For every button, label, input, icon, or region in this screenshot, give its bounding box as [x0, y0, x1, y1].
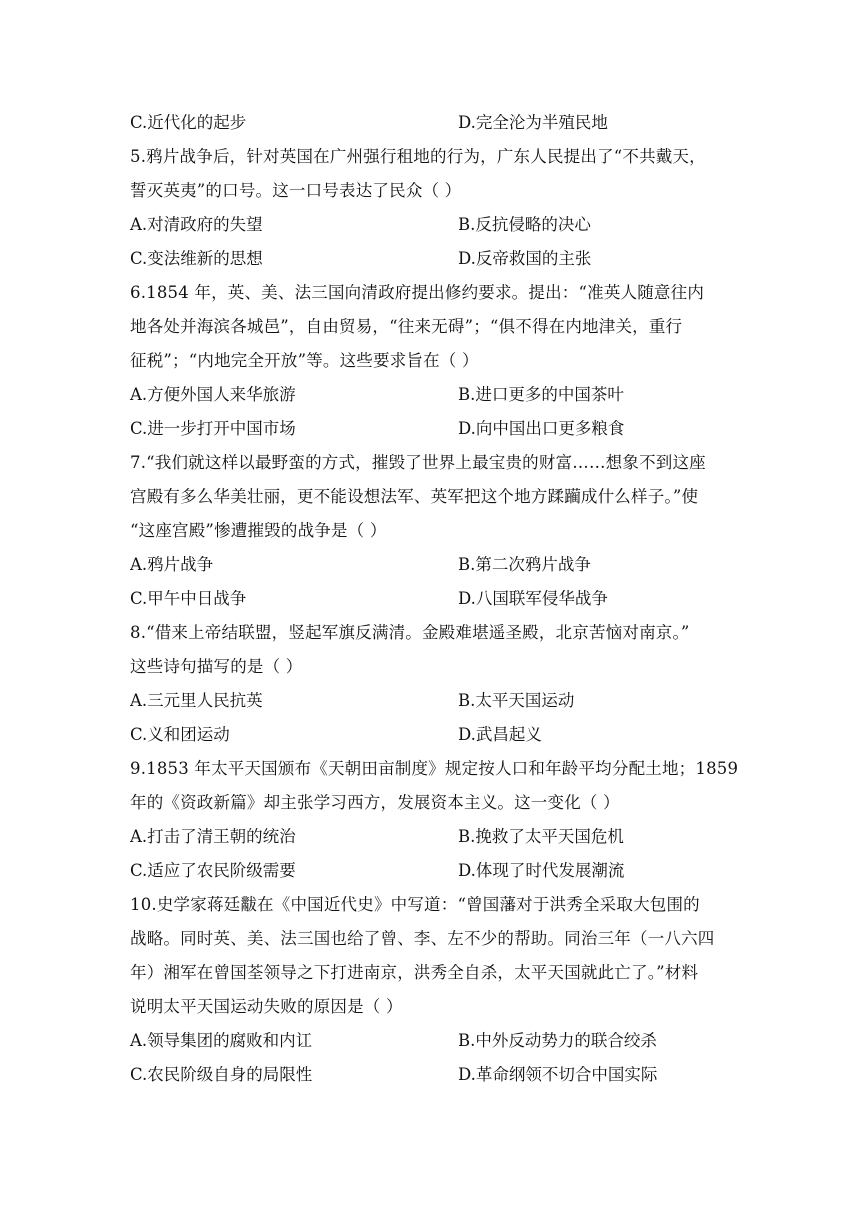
- question-5: [130, 140, 730, 276]
- option-row: [130, 582, 730, 616]
- option: C.农民阶级自身的局限性: [130, 1065, 313, 1084]
- question-10: [130, 888, 730, 1092]
- question-text: 7.“我们就这样以最野蛮的方式，摧毁了世界上最宝贵的财富……想象不到这座: [130, 453, 706, 472]
- option: B.太平天国运动: [458, 691, 575, 710]
- option: D.向中国出口更多粮食: [458, 419, 625, 438]
- option: D.反帝救国的主张: [458, 249, 592, 268]
- option: B.挽救了太平天国危机: [458, 827, 624, 846]
- option: A.领导集团的腐败和内讧: [130, 1031, 313, 1050]
- option-row: [130, 412, 730, 446]
- question-text: 年）湘军在曾国荃领导之下打进南京，洪秀全自杀，太平天国就此亡了。”材料: [130, 963, 699, 982]
- question-text: 这些诗句描写的是（ ）: [130, 657, 303, 676]
- option-row: [130, 1024, 730, 1058]
- question-8: [130, 616, 730, 752]
- option-row: [130, 854, 730, 888]
- option: A.对清政府的失望: [130, 215, 263, 234]
- option: C.进一步打开中国市场: [130, 419, 296, 438]
- option: B.中外反动势力的联合绞杀: [458, 1031, 657, 1050]
- option-row: [130, 548, 730, 582]
- question-text: “这座宫殿”惨遭摧毁的战争是（ ）: [130, 521, 387, 540]
- option-row: [130, 106, 730, 140]
- option: D.完全沦为半殖民地: [458, 113, 608, 132]
- question-text: 9.1853 年太平天国颁布《天朝田亩制度》规定按人口和年龄平均分配土地；1859: [130, 759, 739, 778]
- option: B.第二次鸦片战争: [458, 555, 591, 574]
- question-text: 誓灭英夷”的口号。这一口号表达了民众（ ）: [130, 181, 462, 200]
- question-text: 说明太平天国运动失败的原因是（ ）: [130, 997, 403, 1016]
- option: D.八国联军侵华战争: [458, 589, 608, 608]
- option: D.武昌起义: [458, 725, 542, 744]
- option: D.革命纲领不切合中国实际: [458, 1065, 658, 1084]
- question-text: 战略。同时英、美、法三国也给了曾、李、左不少的帮助。同治三年（一八六四: [130, 929, 715, 948]
- option-row: [130, 718, 730, 752]
- option: B.反抗侵略的决心: [458, 215, 591, 234]
- option: A.方便外国人来华旅游: [130, 385, 296, 404]
- option: A.鸦片战争: [130, 555, 214, 574]
- option: C.近代化的起步: [130, 113, 247, 132]
- option: A.三元里人民抗英: [130, 691, 263, 710]
- option-row: [130, 1058, 730, 1092]
- option-row: [130, 378, 730, 412]
- option-row: [130, 684, 730, 718]
- question-text: 8.“借来上帝结联盟，竖起军旗反满清。金殿难堪遥圣殿，北京苦恼对南京。”: [130, 623, 690, 642]
- option: C.甲午中日战争: [130, 589, 247, 608]
- question-text: 年的《资政新篇》却主张学习西方，发展资本主义。这一变化（ ）: [130, 793, 620, 812]
- option: C.变法维新的思想: [130, 249, 263, 268]
- question-6: [130, 276, 730, 446]
- option-row: [130, 820, 730, 854]
- option-row: [130, 242, 730, 276]
- question-list: [130, 106, 739, 1092]
- question-text: 地各处并海滨各城邑”，自由贸易，“往来无碍”；“俱不得在内地津关，重行: [130, 317, 683, 336]
- option: B.进口更多的中国茶叶: [458, 385, 624, 404]
- question-7: [130, 446, 730, 616]
- option: A.打击了清王朝的统治: [130, 827, 296, 846]
- question-text: 10.史学家蒋廷黻在《中国近代史》中写道：“曾国藩对于洪秀全采取大包围的: [130, 895, 700, 914]
- question-text: 5.鸦片战争后，针对英国在广州强行租地的行为，广东人民提出了“不共戴天，: [130, 147, 706, 166]
- option: C.义和团运动: [130, 725, 230, 744]
- option: C.适应了农民阶级需要: [130, 861, 296, 880]
- question-text: 宫殿有多么华美壮丽，更不能设想法军、英军把这个地方蹂躏成什么样子。”使: [130, 487, 699, 506]
- question-9: [130, 752, 739, 888]
- option-row: [130, 208, 730, 242]
- question-text: 6.1854 年，英、美、法三国向清政府提出修约要求。提出：“准英人随意往内: [130, 283, 705, 302]
- question-text: 征税”；“内地完全开放”等。这些要求旨在（ ）: [130, 351, 479, 370]
- option: D.体现了时代发展潮流: [458, 861, 625, 880]
